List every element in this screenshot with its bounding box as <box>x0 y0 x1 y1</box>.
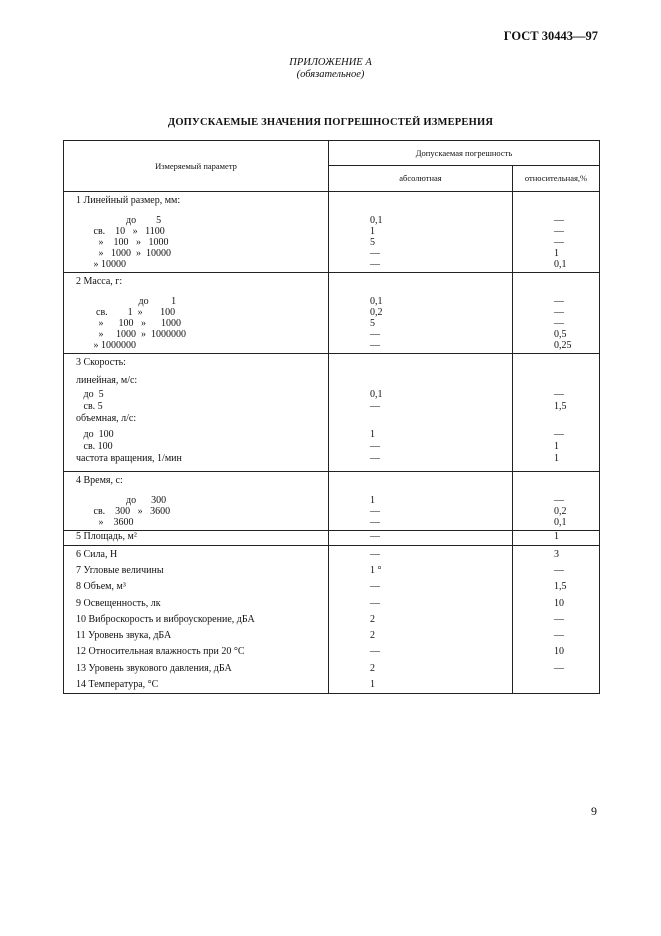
rel-cell <box>513 676 600 693</box>
rel-cell: 1,5 <box>513 579 600 595</box>
table-row <box>64 237 600 248</box>
abs-cell: 2 <box>329 627 513 643</box>
abs-cell <box>329 192 513 214</box>
abs-cell: — <box>329 531 513 546</box>
param-cell: 9 Освещенность, лк <box>64 595 329 611</box>
rel-cell: 0,25 <box>513 340 600 351</box>
table-row <box>64 644 600 660</box>
param-cell: св. 1 » 100 <box>64 307 329 318</box>
rel-cell: 3 <box>513 546 600 563</box>
col-rel-header: относительная,% <box>513 166 600 192</box>
area-row <box>64 531 600 546</box>
abs-cell: — <box>329 401 513 413</box>
rel-cell: — <box>513 660 600 676</box>
document-title: ДОПУСКАЕМЫЕ ЗНАЧЕНИЯ ПОГРЕШНОСТЕЙ ИЗМЕРЕНИЯ <box>167 117 494 128</box>
param-cell: » 100 » 1000 <box>64 318 329 329</box>
param-cell: св. 5 <box>64 401 329 413</box>
standard-number: ГОСТ 30443—97 <box>503 29 598 43</box>
appendix-title: ПРИЛОЖЕНИЕ А <box>289 57 372 68</box>
table-row <box>64 611 600 627</box>
param-cell: св. 300 » 3600 <box>64 506 329 517</box>
rel-cell: 1,5 <box>513 401 600 413</box>
abs-cell <box>329 354 513 376</box>
table-row <box>64 389 600 401</box>
abs-cell: — <box>329 506 513 517</box>
abs-cell: 0,2 <box>329 307 513 318</box>
subgroup-row <box>64 375 600 389</box>
rel-cell: — <box>513 495 600 506</box>
param-cell: 13 Уровень звукового давления, дБА <box>64 660 329 676</box>
group-title-row <box>64 273 600 295</box>
abs-cell: 5 <box>329 318 513 329</box>
abs-cell: — <box>329 595 513 611</box>
abs-cell: — <box>329 340 513 351</box>
rel-cell: 10 <box>513 595 600 611</box>
param-cell: до 300 <box>64 495 329 506</box>
param-cell: 7 Угловые величины <box>64 562 329 578</box>
param-cell: 4 Время, с: <box>64 472 329 494</box>
param-cell: 11 Уровень звука, дБА <box>64 627 329 643</box>
table-row <box>64 627 600 643</box>
rel-cell: 1 <box>513 248 600 259</box>
rel-cell: 0,5 <box>513 329 600 340</box>
rel-cell: — <box>513 215 600 226</box>
param-cell: св. 10 » 1100 <box>64 226 329 237</box>
error-table <box>63 140 600 694</box>
abs-cell: 0,1 <box>329 215 513 226</box>
abs-cell: — <box>329 248 513 259</box>
rel-cell: — <box>513 389 600 401</box>
param-cell: частота вращения, 1/мин <box>64 453 329 469</box>
param-cell: » 1000 » 1000000 <box>64 329 329 340</box>
table-row <box>64 329 600 340</box>
param-cell: » 1000 » 10000 <box>64 248 329 259</box>
param-cell: до 1 <box>64 296 329 307</box>
param-cell: 6 Сила, Н <box>64 546 329 563</box>
abs-cell: 2 <box>329 611 513 627</box>
abs-cell: 1 <box>329 676 513 693</box>
param-cell: 1 Линейный размер, мм: <box>64 192 329 214</box>
table-row <box>64 506 600 517</box>
abs-cell: — <box>329 259 513 270</box>
table-row <box>64 248 600 259</box>
param-cell: до 5 <box>64 389 329 401</box>
param-cell: 14 Температура, °С <box>64 676 329 693</box>
rel-cell <box>513 192 600 214</box>
abs-cell: 0,1 <box>329 389 513 401</box>
rel-cell: 1 <box>513 531 600 546</box>
group-title-row <box>64 354 600 376</box>
param-cell: до 100 <box>64 429 329 441</box>
table-row <box>64 546 600 563</box>
col-error-header: Допускаемая погрешность <box>329 141 600 166</box>
param-cell: до 5 <box>64 215 329 226</box>
abs-cell: 0,1 <box>329 296 513 307</box>
param-cell: 12 Относительная влажность при 20 °С <box>64 644 329 660</box>
param-cell: 10 Виброскорость и виброускорение, дБА <box>64 611 329 627</box>
rel-cell: — <box>513 296 600 307</box>
rel-cell: — <box>513 429 600 441</box>
param-cell: 2 Масса, г: <box>64 273 329 295</box>
abs-cell: — <box>329 579 513 595</box>
table-row <box>64 307 600 318</box>
param-cell: линейная, м/с: <box>64 375 329 389</box>
abs-cell: — <box>329 441 513 453</box>
abs-cell <box>329 273 513 295</box>
table-row <box>64 340 600 351</box>
rel-cell <box>513 472 600 494</box>
rel-cell: — <box>513 611 600 627</box>
col-param-header: Измеряемый параметр <box>64 141 329 192</box>
table-row <box>64 495 600 506</box>
param-cell: » 1000000 <box>64 340 329 351</box>
table-row <box>64 676 600 693</box>
abs-cell: — <box>329 546 513 563</box>
abs-cell: — <box>329 453 513 469</box>
abs-cell: 2 <box>329 660 513 676</box>
table-row <box>64 401 600 413</box>
table-row <box>64 296 600 307</box>
table-row <box>64 441 600 453</box>
param-cell: 8 Объем, м³ <box>64 579 329 595</box>
rel-cell: 1 <box>513 441 600 453</box>
rel-cell: 0,2 <box>513 506 600 517</box>
abs-cell: — <box>329 329 513 340</box>
rel-cell <box>513 273 600 295</box>
table-row <box>64 660 600 676</box>
table-row <box>64 318 600 329</box>
abs-cell: 1 ° <box>329 562 513 578</box>
rel-cell: 0,1 <box>513 259 600 270</box>
abs-cell: 1 <box>329 495 513 506</box>
abs-cell: — <box>329 517 513 528</box>
rel-cell <box>513 413 600 429</box>
table-row <box>64 215 600 226</box>
param-cell: 3 Скорость: <box>64 354 329 376</box>
appendix-heading <box>0 57 661 81</box>
table-row <box>64 517 600 528</box>
abs-cell <box>329 375 513 389</box>
subgroup-row <box>64 413 600 429</box>
param-cell: 5 Площадь, м² <box>64 531 329 546</box>
group-title-row <box>64 192 600 214</box>
rel-cell: — <box>513 237 600 248</box>
param-cell: объемная, л/с: <box>64 413 329 429</box>
abs-cell: 1 <box>329 429 513 441</box>
table-row <box>64 226 600 237</box>
rel-cell <box>513 354 600 376</box>
param-cell: » 3600 <box>64 517 329 528</box>
abs-cell: 5 <box>329 237 513 248</box>
rel-cell <box>513 375 600 389</box>
rel-cell: — <box>513 307 600 318</box>
col-abs-header: абсолютная <box>329 166 513 192</box>
abs-cell: — <box>329 644 513 660</box>
abs-cell <box>329 413 513 429</box>
table-row <box>64 562 600 578</box>
rel-cell: — <box>513 318 600 329</box>
table-row <box>64 579 600 595</box>
table-body <box>64 192 600 694</box>
rel-cell: 0,1 <box>513 517 600 528</box>
tail-row <box>64 453 600 469</box>
param-cell: » 100 » 1000 <box>64 237 329 248</box>
group-title-row <box>64 472 600 494</box>
table-row <box>64 429 600 441</box>
param-cell: » 10000 <box>64 259 329 270</box>
appendix-subtitle: (обязательное) <box>296 69 365 80</box>
param-cell: св. 100 <box>64 441 329 453</box>
table-row <box>64 259 600 270</box>
abs-cell: 1 <box>329 226 513 237</box>
rel-cell: 1 <box>513 453 600 469</box>
rel-cell: — <box>513 627 600 643</box>
page-number: 9 <box>591 804 597 818</box>
rel-cell: 10 <box>513 644 600 660</box>
rel-cell: — <box>513 226 600 237</box>
table-row <box>64 595 600 611</box>
rel-cell: — <box>513 562 600 578</box>
abs-cell <box>329 472 513 494</box>
